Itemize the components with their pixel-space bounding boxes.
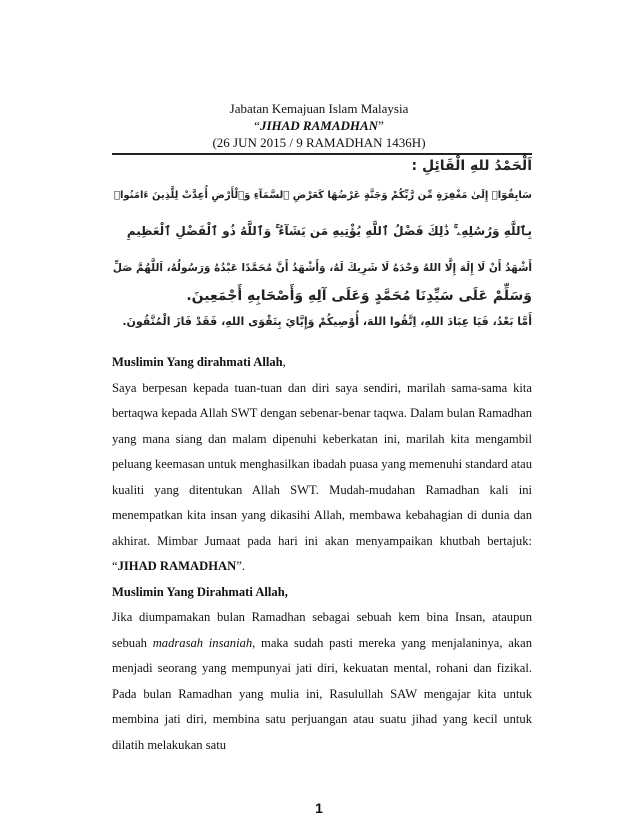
page-number: 1: [315, 800, 323, 816]
paragraph-1: [112, 376, 532, 580]
arabic-opening-praise: اَلْحَمْدُ للهِ الْقَائِلِ :: [411, 158, 532, 174]
arabic-shahada-line-2: وَسَلِّمْ عَلَى سَيِّدِنَا مُحَمَّدٍ وَعَلَى آلِهِ وَأَصْحَابِهِ أَجْمَعِينَ.: [186, 288, 532, 304]
paragraph-1-sermon-title: JIHAD RAMADHAN: [117, 559, 237, 573]
arabic-amma-badu-line: أَمَّا بَعْدُ، فَيَا عِبَادَ اللهِ، اِتَّقُوا اللهَ، أُوْصِيكُمْ وَإِيَّايَ بِتَقْوَى اللهِ، فَقَدْ فَازَ الْمُتَّقُونَ.: [122, 315, 532, 328]
sermon-title-line: [0, 117, 638, 134]
document-header: [0, 100, 638, 151]
paragraph-1-text: Saya berpesan kepada tuan-tuan dan diri saya sendiri, marilah sama-sama kita bertaqwa kepada Allah SWT dengan sebenar-benar taqwa. Dalam bulan Ramadhan yang mana siang dan malam dipenuhi keberkatan ini, marilah kita mengambil peluang keemasan untuk menghasilkan ibadah puasa yang memenuhi standard atau kualiti yang ditentukan Allah SWT. Mudah-mudahan Ramadhan kali ini menempatkan kita insan yang dikasihi Allah, membawa kebahagian di dunia dan akhirat. Mimbar Jumaat pada hari ini akan menyampaikan khutbah bertajuk: “: [112, 380, 533, 573]
greeting-text-1: Muslimin Yang dirahmati Allah: [112, 355, 283, 369]
arabic-verse-line-1: سَابِقُوٓا۟ إِلَىٰ مَغْفِرَةٍ مِّن رَّبِّكُمْ وَجَنَّةٍ عَرْضُهَا كَعَرْضِ ٱلسَّمَآءِ وَٱلْأَرْضِ أُعِدَّتْ لِلَّذِينَ ءَامَنُوا۟: [113, 190, 532, 201]
sermon-body: [112, 350, 532, 758]
paragraph-2: [112, 605, 532, 758]
arabic-shahada-line-1: أَشْهَدُ أَنْ لَا إِلَهَ إِلَّا اللهُ وَحْدَهُ لَا شَرِيكَ لَهُ، وَأَشْهَدُ أَنَّ مُحَمَّدًا عَبْدُهُ وَرَسُولُهُ، اَللَّهُمَّ صَلِّ: [112, 262, 532, 274]
paragraph-1-end: ”.: [236, 559, 245, 573]
paragraph-2-rest: , maka sudah pasti mereka yang menjalaninya, akan menjadi seorang yang mempunyai jati diri, kekuatan mental, rohani dan fizikal. Pada bulan Ramadhan yang mulia ini, Rasulullah SAW mengajar kita untuk membina jati diri, membina satu perjuangan atau suatu jihad yang kecil untuk dilatih melakukan satu: [112, 635, 532, 752]
paragraph-2-italic-term: madrasah insaniah: [152, 635, 253, 650]
header-divider: [112, 153, 532, 155]
sermon-title: JIHAD RAMADHAN: [259, 118, 379, 133]
arabic-opening-block: [112, 158, 532, 338]
paragraph-2-start: Jika diumpamakan bulan Ramadhan sebagai sebuah kem bina Insan, ataupun sebuah: [112, 610, 532, 650]
greeting-comma: ,: [282, 355, 286, 369]
organization-name: Jabatan Kemajuan Islam Malaysia: [229, 101, 409, 116]
title-open-quote: “: [254, 118, 260, 133]
arabic-verse-line-2: بِٱللَّهِ وَرُسُلِهِۦ ۚ ذَٰلِكَ فَضْلُ ٱللَّهِ يُؤْتِيهِ مَن يَشَآءُ ۚ وَٱللَّهُ ذُو ٱلْفَضْلِ ٱلْعَظِيمِ: [126, 224, 532, 238]
greeting-heading-2: Muslimin Yang Dirahmati Allah,: [112, 584, 288, 599]
greeting-heading-1: [112, 350, 532, 376]
sermon-date: (26 JUN 2015 / 9 RAMADHAN 1436H): [212, 135, 426, 150]
title-close-quote: ”: [378, 118, 384, 133]
